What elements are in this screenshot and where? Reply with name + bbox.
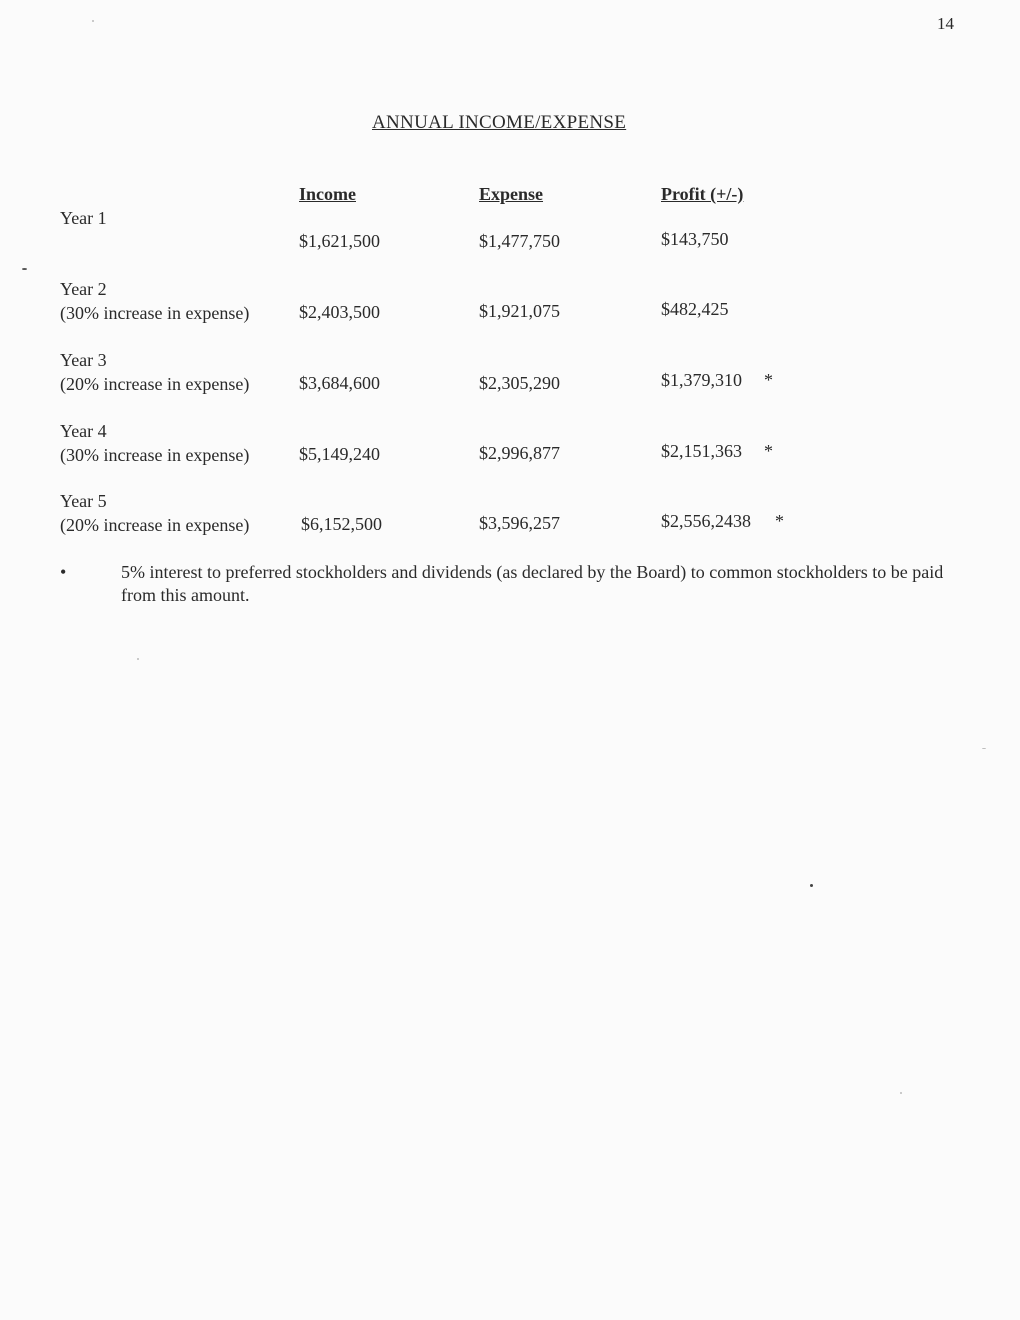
page-title: ANNUAL INCOME/EXPENSE: [372, 112, 627, 133]
row-profit-value: $143,750: [661, 229, 729, 249]
row-income-value: $1,621,500: [299, 231, 380, 251]
row-profit-value: $2,151,363: [661, 441, 742, 461]
page-number: 14: [937, 14, 954, 33]
scan-speck: [900, 1092, 902, 1094]
row-year-label: Year 4: [60, 421, 107, 441]
row-expense-value: $1,921,075: [479, 301, 560, 321]
bullet-icon: •: [60, 562, 67, 582]
row-profit-value: $482,425: [661, 299, 729, 319]
row-income-value: $3,684,600: [299, 373, 380, 393]
scan-speck: [22, 268, 27, 270]
row-expense-value: $2,305,290: [479, 373, 560, 393]
row-asterisk: *: [764, 441, 773, 461]
row-expense-value: $1,477,750: [479, 231, 560, 251]
row-asterisk: *: [775, 511, 784, 531]
footnote-text: 5% interest to preferred stockholders and dividends (as declared by the Board) to common stockholders to be paid from this amount.: [121, 562, 944, 605]
row-expense-value: $2,996,877: [479, 443, 560, 463]
scan-speck: [982, 748, 986, 749]
column-header-income: Income: [299, 184, 356, 204]
row-year-label: Year 5: [60, 491, 107, 511]
column-header-profit: Profit (+/-): [661, 184, 744, 204]
row-year-label: Year 2: [60, 279, 107, 299]
row-year-label: Year 3: [60, 350, 107, 370]
row-profit-value: $2,556,2438: [661, 511, 751, 531]
row-asterisk: *: [764, 370, 773, 390]
row-year-note: (20% increase in expense): [60, 374, 250, 394]
scan-speck: [137, 658, 139, 660]
row-income-value: $5,149,240: [299, 444, 380, 464]
row-expense-value: $3,596,257: [479, 513, 560, 533]
row-income-value: $6,152,500: [301, 514, 382, 534]
row-year-note: (30% increase in expense): [60, 445, 250, 465]
scan-speck: [810, 884, 813, 887]
row-year-note: (30% increase in expense): [60, 303, 250, 323]
row-profit-value: $1,379,310: [661, 370, 742, 390]
row-year-note: (20% increase in expense): [60, 515, 250, 535]
scan-speck: [92, 20, 94, 22]
row-year-label: Year 1: [60, 208, 107, 228]
column-header-expense: Expense: [479, 184, 544, 204]
row-income-value: $2,403,500: [299, 302, 380, 322]
